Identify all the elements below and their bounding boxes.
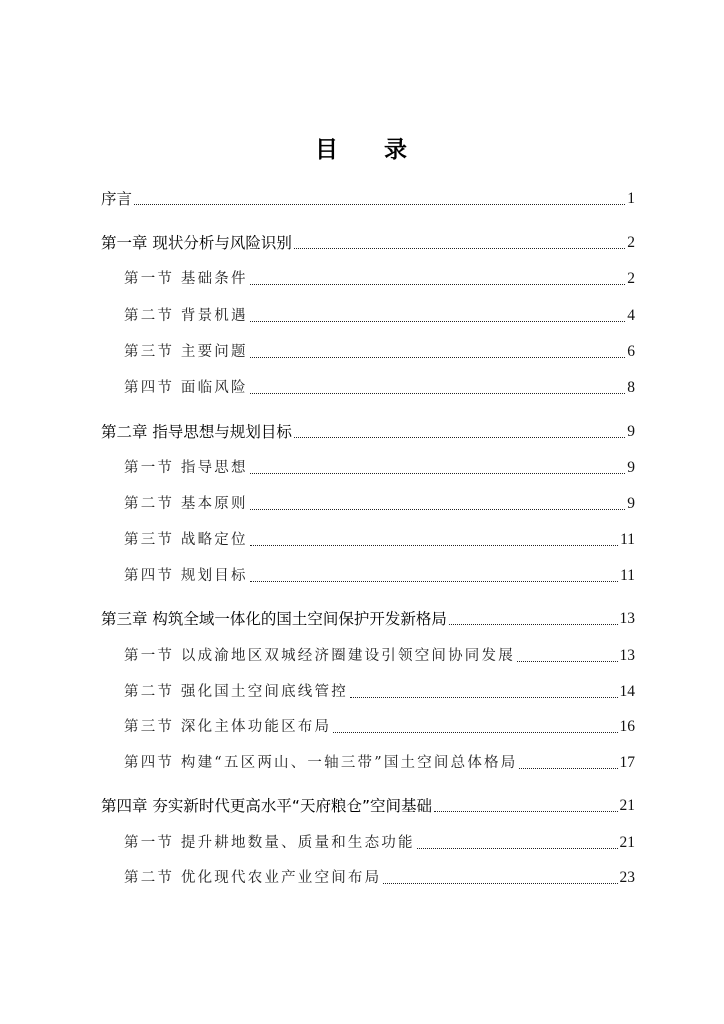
- dot-leader: [350, 697, 618, 698]
- toc-entry-label: 第二节 基本原则: [124, 496, 248, 512]
- toc-entry-page: 6: [627, 343, 635, 360]
- toc-title: [0, 131, 724, 164]
- toc-entry-page: 11: [620, 531, 635, 548]
- toc-entry-label: 第一节 提升耕地数量、质量和生态功能: [124, 835, 415, 851]
- toc-entry-page: 4: [627, 307, 635, 324]
- toc-entry-section[interactable]: [124, 454, 635, 478]
- toc-entry-chapter-2[interactable]: [101, 418, 635, 442]
- toc-entry-label: 第三节 主要问题: [124, 344, 248, 360]
- toc-entry-label: 第四节 构建“五区两山、一轴三带”国土空间总体格局: [124, 755, 518, 771]
- toc-entry-section[interactable]: [124, 749, 635, 773]
- toc-entry-section[interactable]: [124, 490, 635, 514]
- dot-leader: [250, 581, 618, 582]
- toc-entry-page: 23: [619, 869, 635, 886]
- toc-entry-page: 11: [620, 567, 635, 584]
- toc-entry-label: 第一节 以成渝地区双城经济圈建设引领空间协同发展: [124, 648, 515, 664]
- toc-entry-section[interactable]: [124, 265, 635, 289]
- toc-entry-section[interactable]: [124, 864, 635, 888]
- dot-leader: [250, 473, 626, 474]
- toc-entry-label: 第三节 深化主体功能区布局: [124, 719, 332, 735]
- toc-entry-page: 14: [619, 683, 635, 700]
- toc-entry-label: 第三节 战略定位: [124, 532, 248, 548]
- dot-leader: [434, 811, 618, 812]
- toc-entry-page: 17: [619, 754, 635, 771]
- toc-entry-section[interactable]: [124, 302, 635, 326]
- toc-entry-page: 8: [627, 379, 635, 396]
- toc-entry-page: 16: [619, 718, 635, 735]
- toc-entry-label: 第二节 优化现代农业产业空间布局: [124, 870, 382, 886]
- dot-leader: [449, 624, 618, 625]
- toc-entry-label: 第一节 指导思想: [124, 460, 248, 476]
- dot-leader: [250, 357, 626, 358]
- toc-entry-label: 第三章 构筑全域一体化的国土空间保护开发新格局: [101, 610, 447, 628]
- toc-entry-page: 21: [619, 834, 635, 851]
- toc-entry-section[interactable]: [124, 562, 635, 586]
- toc-entry-page: 21: [619, 797, 635, 814]
- toc-entry-section[interactable]: [124, 374, 635, 398]
- toc-entry-chapter-4[interactable]: [101, 792, 635, 816]
- toc-title-char-2: 录: [384, 137, 409, 163]
- dot-leader: [250, 509, 626, 510]
- toc-entry-page: 1: [627, 190, 635, 207]
- dot-leader: [250, 321, 626, 322]
- toc-entry-label: 第一节 基础条件: [124, 271, 248, 287]
- toc-entry-section[interactable]: [124, 713, 635, 737]
- toc-entry-label: 第二章 指导思想与规划目标: [101, 423, 292, 441]
- toc-entry-page: 9: [627, 495, 635, 512]
- toc-entry-section[interactable]: [124, 678, 635, 702]
- toc-entry-page: 13: [619, 610, 635, 627]
- dot-leader: [517, 661, 618, 662]
- dot-leader: [250, 545, 618, 546]
- toc-entry-label: 第一章 现状分析与风险识别: [101, 234, 292, 252]
- dot-leader: [333, 732, 617, 733]
- toc-entry-page: 9: [627, 423, 635, 440]
- toc-entry-label: 第四节 面临风险: [124, 380, 248, 396]
- toc-entry-chapter-1[interactable]: [101, 229, 635, 253]
- dot-leader: [134, 204, 625, 205]
- toc-entry-chapter-3[interactable]: [101, 605, 635, 629]
- toc-entry-label: 第四章 夯实新时代更高水平“天府粮仓”空间基础: [101, 797, 432, 815]
- toc-entry-section[interactable]: [124, 338, 635, 362]
- toc-title-char-1: 目: [315, 137, 340, 163]
- dot-leader: [294, 248, 625, 249]
- dot-leader: [519, 768, 617, 769]
- toc-entry-page: 2: [627, 234, 635, 251]
- toc-entry-section[interactable]: [124, 642, 635, 666]
- toc-entry-label: 第二节 背景机遇: [124, 308, 248, 324]
- dot-leader: [250, 393, 626, 394]
- toc-entry-section[interactable]: [124, 829, 635, 853]
- toc-entry-page: 13: [619, 647, 635, 664]
- dot-leader: [383, 883, 617, 884]
- toc-entry-label: 序言: [101, 190, 133, 208]
- toc-entry-preface[interactable]: [101, 185, 635, 209]
- dot-leader: [250, 284, 626, 285]
- toc-entry-label: 第二节 强化国土空间底线管控: [124, 684, 348, 700]
- toc-entry-page: 9: [627, 459, 635, 476]
- toc-entry-page: 2: [627, 270, 635, 287]
- toc-entry-label: 第四节 规划目标: [124, 568, 248, 584]
- dot-leader: [294, 437, 625, 438]
- dot-leader: [417, 848, 618, 849]
- toc-entry-section[interactable]: [124, 526, 635, 550]
